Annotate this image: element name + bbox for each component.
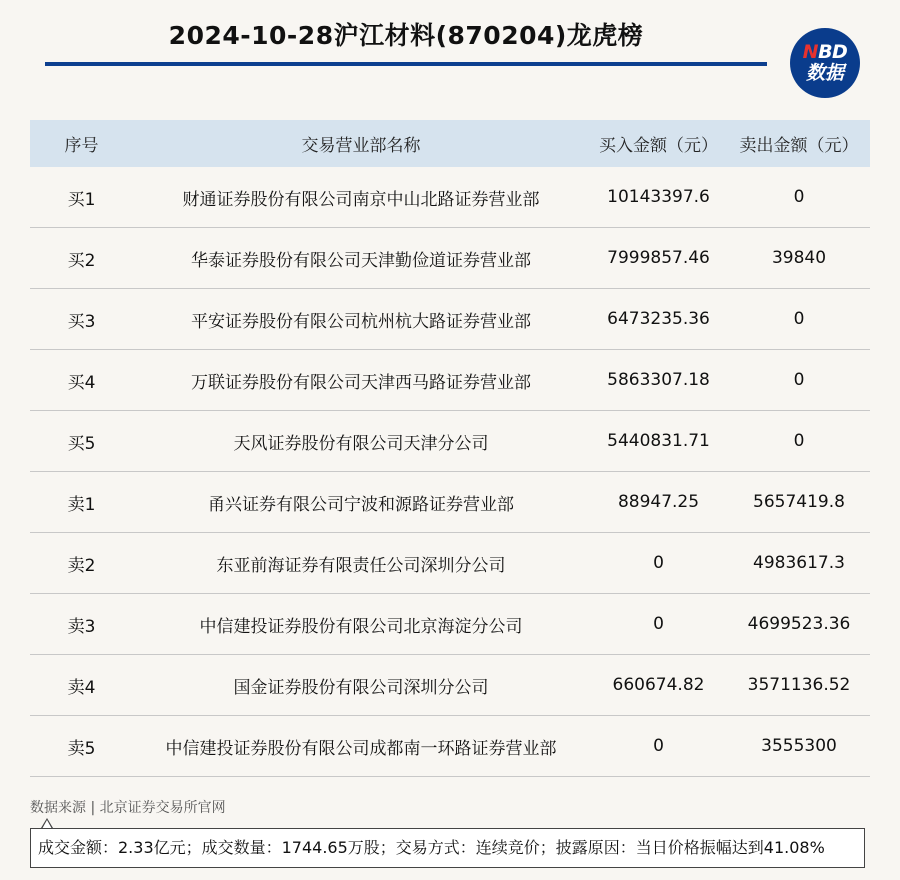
- row-branch-name: 中信建投证券股份有限公司北京海淀分公司: [199, 616, 523, 637]
- row-sell-amount: 0: [793, 309, 805, 329]
- table-row: [30, 289, 870, 350]
- row-branch-name: 万联证券股份有限公司天津西马路证券营业部: [191, 372, 531, 393]
- row-branch-name: 中信建投证券股份有限公司成都南一环路证券营业部: [165, 738, 557, 759]
- row-index: 卖4: [67, 677, 96, 698]
- table-row: [30, 594, 870, 655]
- row-index: 卖2: [67, 555, 96, 576]
- row-buy-amount: 6473235.36: [607, 309, 710, 329]
- row-buy-amount: 10143397.6: [607, 187, 710, 207]
- row-index: 买4: [67, 372, 96, 393]
- row-index: 卖5: [67, 738, 96, 759]
- row-sell-amount: 3571136.52: [747, 675, 851, 695]
- row-branch-name: 甬兴证券有限公司宁波和源路证券营业部: [208, 494, 514, 515]
- row-buy-amount: 88947.25: [617, 492, 700, 512]
- header-branch-name: 交易营业部名称: [301, 136, 421, 156]
- table-row: [30, 350, 870, 411]
- row-buy-amount: 0: [653, 736, 664, 756]
- row-index: 买5: [67, 433, 96, 454]
- row-index: 买1: [67, 189, 96, 210]
- header-sell-amount: 卖出金额（元）: [739, 136, 859, 156]
- row-sell-amount: 39840: [771, 248, 827, 268]
- table-row: [30, 472, 870, 533]
- table-row: [30, 228, 870, 289]
- row-branch-name: 天风证券股份有限公司天津分公司: [233, 433, 489, 454]
- row-sell-amount: 5657419.8: [753, 492, 845, 512]
- row-branch-name: 华泰证券股份有限公司天津勤俭道证券营业部: [191, 250, 531, 271]
- dragon-tiger-table: [30, 120, 870, 777]
- row-sell-amount: 3555300: [761, 736, 837, 756]
- page-title: 2024-10-28沪江材料(870204)龙虎榜: [168, 21, 644, 50]
- table-row: [30, 655, 870, 716]
- row-branch-name: 国金证券股份有限公司深圳分公司: [233, 677, 489, 698]
- row-sell-amount: 4983617.3: [753, 553, 845, 573]
- nbd-logo: [790, 28, 860, 98]
- row-branch-name: 平安证券股份有限公司杭州杭大路证券营业部: [191, 311, 531, 332]
- table-row: [30, 411, 870, 472]
- table-row: [30, 533, 870, 594]
- table-header: [30, 120, 870, 167]
- logo-text-bottom: 数据: [805, 62, 844, 84]
- logo-text-top: NBD: [802, 41, 848, 63]
- row-sell-amount: 0: [793, 187, 805, 207]
- row-index: 卖3: [67, 616, 96, 637]
- data-source: 数据来源 | 北京证券交易所官网: [30, 800, 226, 816]
- row-index: 买2: [67, 250, 96, 271]
- row-buy-amount: 0: [653, 553, 664, 573]
- table-row: [30, 716, 870, 777]
- row-buy-amount: 0: [653, 614, 664, 634]
- row-branch-name: 东亚前海证券有限责任公司深圳分公司: [216, 555, 506, 576]
- row-index: 卖1: [67, 494, 96, 515]
- header-index: 序号: [64, 136, 99, 156]
- row-buy-amount: 5863307.18: [607, 370, 710, 390]
- title-divider: [45, 62, 767, 66]
- row-sell-amount: 0: [793, 431, 805, 451]
- table-body: [30, 167, 870, 777]
- table-row: [30, 167, 870, 228]
- row-buy-amount: 660674.82: [612, 675, 705, 695]
- row-branch-name: 财通证券股份有限公司南京中山北路证券营业部: [182, 189, 540, 210]
- row-buy-amount: 7999857.46: [607, 248, 710, 268]
- trade-summary-note: 成交金额：2.33亿元；成交数量：1744.65万股；交易方式：连续竞价；披露原因：当日价格振幅达到41.08%: [30, 828, 865, 868]
- row-buy-amount: 5440831.71: [607, 431, 710, 451]
- row-index: 买3: [67, 311, 96, 332]
- header-buy-amount: 买入金额（元）: [599, 136, 718, 156]
- row-sell-amount: 4699523.36: [747, 614, 851, 634]
- row-sell-amount: 0: [793, 370, 805, 390]
